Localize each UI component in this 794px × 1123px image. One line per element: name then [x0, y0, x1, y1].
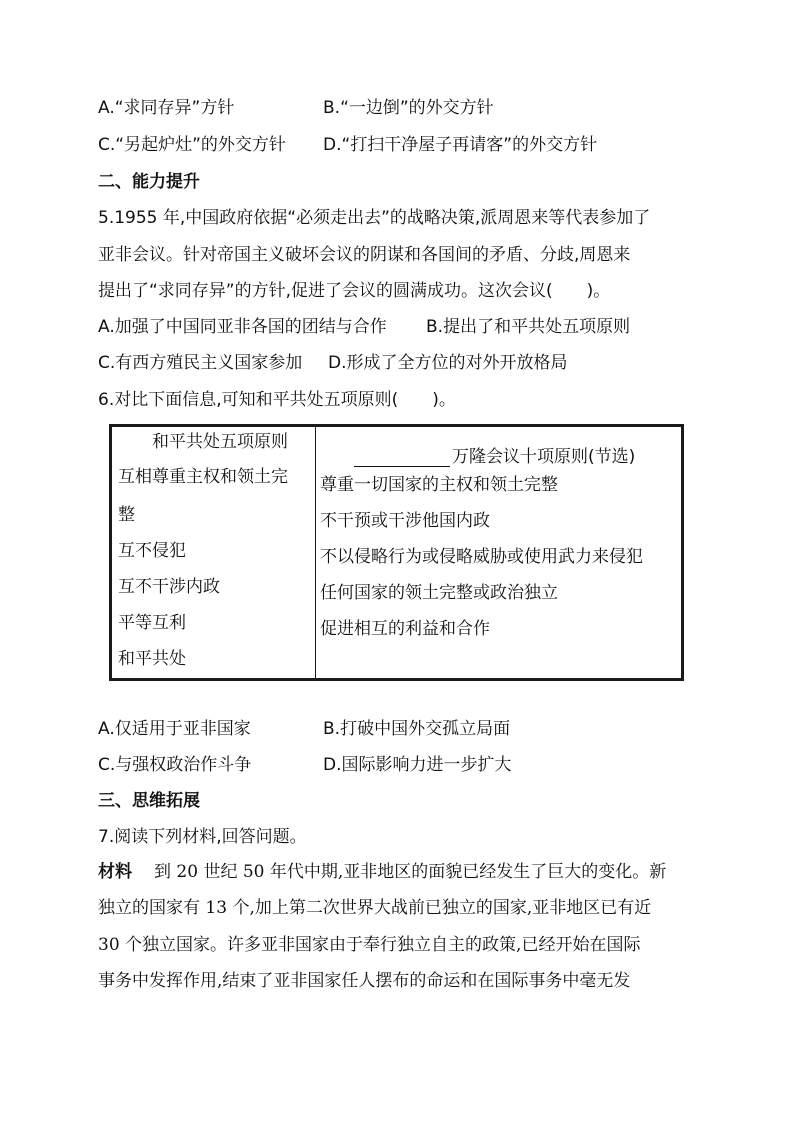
- q6-option-a: A.仅适用于亚非国家: [98, 719, 251, 739]
- q7-stem: 7.阅读下列材料,回答问题。: [98, 827, 307, 847]
- fill-in-blank: [354, 449, 450, 467]
- table-header-five-principles: 和平共处五项原则: [152, 432, 288, 452]
- section-heading-ability: 二、能力提升: [98, 172, 200, 192]
- q5-stem-line-3: 提出了“求同存异”的方针,促进了会议的圆满成功。这次会议( )。: [98, 281, 611, 301]
- table-cell-right-1: 尊重一切国家的主权和领土完整: [320, 475, 558, 495]
- q5-option-a: A.加强了中国同亚非各国的团结与合作: [98, 317, 387, 337]
- q5-option-b: B.提出了和平共处五项原则: [426, 317, 631, 337]
- q4-option-b: B.“一边倒”的外交方针: [323, 98, 494, 118]
- q5-option-c: C.有西方殖民主义国家参加: [98, 353, 303, 373]
- table-cell-left-4: 互不干涉内政: [118, 577, 220, 597]
- table-cell-left-2: 整: [118, 505, 135, 525]
- material-label: 材料: [98, 862, 132, 882]
- comparison-table: [109, 424, 684, 681]
- material-line-1: 到 20 世纪 50 年代中期,亚非地区的面貌已经发生了巨大的变化。新: [154, 862, 667, 882]
- table-cell-right-3: 不以侵略行为或侵略威胁或使用武力来侵犯: [320, 547, 643, 567]
- table-cell-left-3: 互不侵犯: [118, 541, 186, 561]
- material-line-4: 事务中发挥作用,结束了亚非国家任人摆布的命运和在国际事务中毫无发: [98, 971, 631, 991]
- q5-stem-line-2: 亚非会议。针对帝国主义破坏会议的阴谋和各国间的矛盾、分歧,周恩来: [98, 245, 631, 265]
- q4-option-d: D.“打扫干净屋子再请客”的外交方针: [323, 135, 598, 155]
- table-cell-left-1: 互相尊重主权和领土完: [118, 467, 288, 487]
- section-heading-thinking: 三、思维拓展: [98, 791, 200, 811]
- table-cell-right-4: 任何国家的领土完整或政治独立: [320, 583, 558, 603]
- table-cell-right-5: 促进相互的利益和合作: [320, 619, 490, 639]
- material-line-2: 独立的国家有 13 个,加上第二次世界大战前已独立的国家,亚非地区已有近: [98, 898, 652, 918]
- table-header-bandung: [316, 439, 681, 467]
- q5-stem-line-1: 5.1955 年,中国政府依据“必须走出去”的战略决策,派周恩来等代表参加了: [98, 208, 651, 228]
- table-column-five-principles: [111, 426, 316, 680]
- q4-option-a: A.“求同存异”方针: [98, 98, 235, 118]
- q6-stem: 6.对比下面信息,可知和平共处五项原则( )。: [98, 390, 456, 410]
- table-header-bandung-label: 万隆会议十项原则(节选): [452, 447, 636, 467]
- table-cell-left-6: 和平共处: [118, 649, 186, 669]
- q5-option-d: D.形成了全方位的对外开放格局: [328, 353, 568, 373]
- q6-option-b: B.打破中国外交孤立局面: [323, 719, 511, 739]
- table-cell-left-5: 平等互利: [118, 613, 186, 633]
- q4-option-c: C.“另起炉灶”的外交方针: [98, 135, 286, 155]
- table-cell-right-2: 不干预或干涉他国内政: [320, 511, 490, 531]
- q6-option-c: C.与强权政治作斗争: [98, 755, 252, 775]
- table-column-bandung-principles: [316, 426, 683, 680]
- q6-option-d: D.国际影响力进一步扩大: [323, 755, 512, 775]
- material-line-3: 30 个独立国家。许多亚非国家由于奉行独立自主的政策,已经开始在国际: [98, 935, 641, 955]
